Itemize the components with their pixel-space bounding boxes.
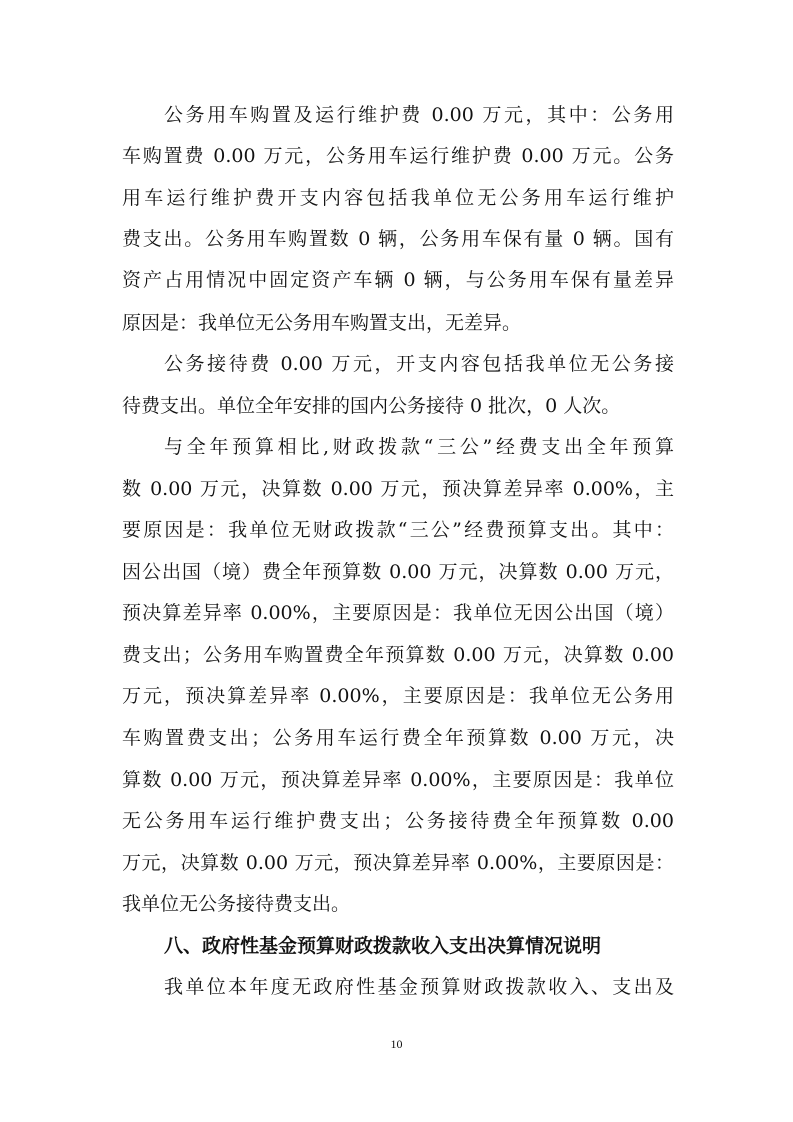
paragraph-line: 原因是：我单位无公务用车购置支出，无差异。 (122, 312, 522, 334)
paragraph-line: 数 0.00 万元，决算数 0.00 万元，预决算差异率 0.00%，主 (122, 478, 674, 500)
paragraph-line: 要原因是：我单位无财政拨款“三公”经费预算支出。其中： (122, 519, 674, 541)
page-number: 10 (390, 1037, 403, 1051)
paragraph-line: 车购置费 0.00 万元，公务用车运行维护费 0.00 万元。公务 (122, 145, 674, 167)
paragraph-line: 费支出。公务用车购置数 0 辆，公务用车保有量 0 辆。国有 (122, 228, 674, 250)
paragraph-line: 与全年预算相比,财政拨款“三公”经费支出全年预算 (164, 436, 674, 458)
paragraph-line: 无公务用车运行维护费支出；公务接待费全年预算数 0.00 (122, 810, 674, 832)
paragraph-line: 因公出国（境）费全年预算数 0.00 万元，决算数 0.00 万元， (122, 561, 674, 583)
paragraph-line: 车购置费支出；公务用车运行费全年预算数 0.00 万元，决 (122, 727, 674, 749)
paragraph-line: 预决算差异率 0.00%，主要原因是：我单位无因公出国（境） (122, 602, 674, 624)
paragraph-line: 待费支出。单位全年安排的国内公务接待 0 批次，0 人次。 (122, 395, 621, 417)
paragraph-line: 公务接待费 0.00 万元，开支内容包括我单位无公务接 (164, 353, 674, 375)
paragraph-line: 公务用车购置及运行维护费 0.00 万元，其中：公务用 (164, 104, 674, 126)
paragraph-line: 我单位无公务接待费支出。 (122, 893, 351, 915)
paragraph-line: 用车运行维护费开支内容包括我单位无公务用车运行维护 (122, 187, 674, 209)
section-heading: 八、政府性基金预算财政拨款收入支出决算情况说明 (164, 935, 602, 957)
paragraph-line: 我单位本年度无政府性基金预算财政拨款收入、支出及 (164, 976, 674, 998)
paragraph-line: 费支出；公务用车购置费全年预算数 0.00 万元，决算数 0.00 (122, 644, 674, 666)
paragraph-line: 资产占用情况中固定资产车辆 0 辆，与公务用车保有量差异 (122, 269, 674, 291)
paragraph-line: 万元，决算数 0.00 万元，预决算差异率 0.00%，主要原因是： (122, 852, 674, 874)
paragraph-line: 算数 0.00 万元，预决算差异率 0.00%，主要原因是：我单位 (122, 769, 674, 791)
paragraph-line: 万元，预决算差异率 0.00%，主要原因是：我单位无公务用 (122, 685, 674, 707)
